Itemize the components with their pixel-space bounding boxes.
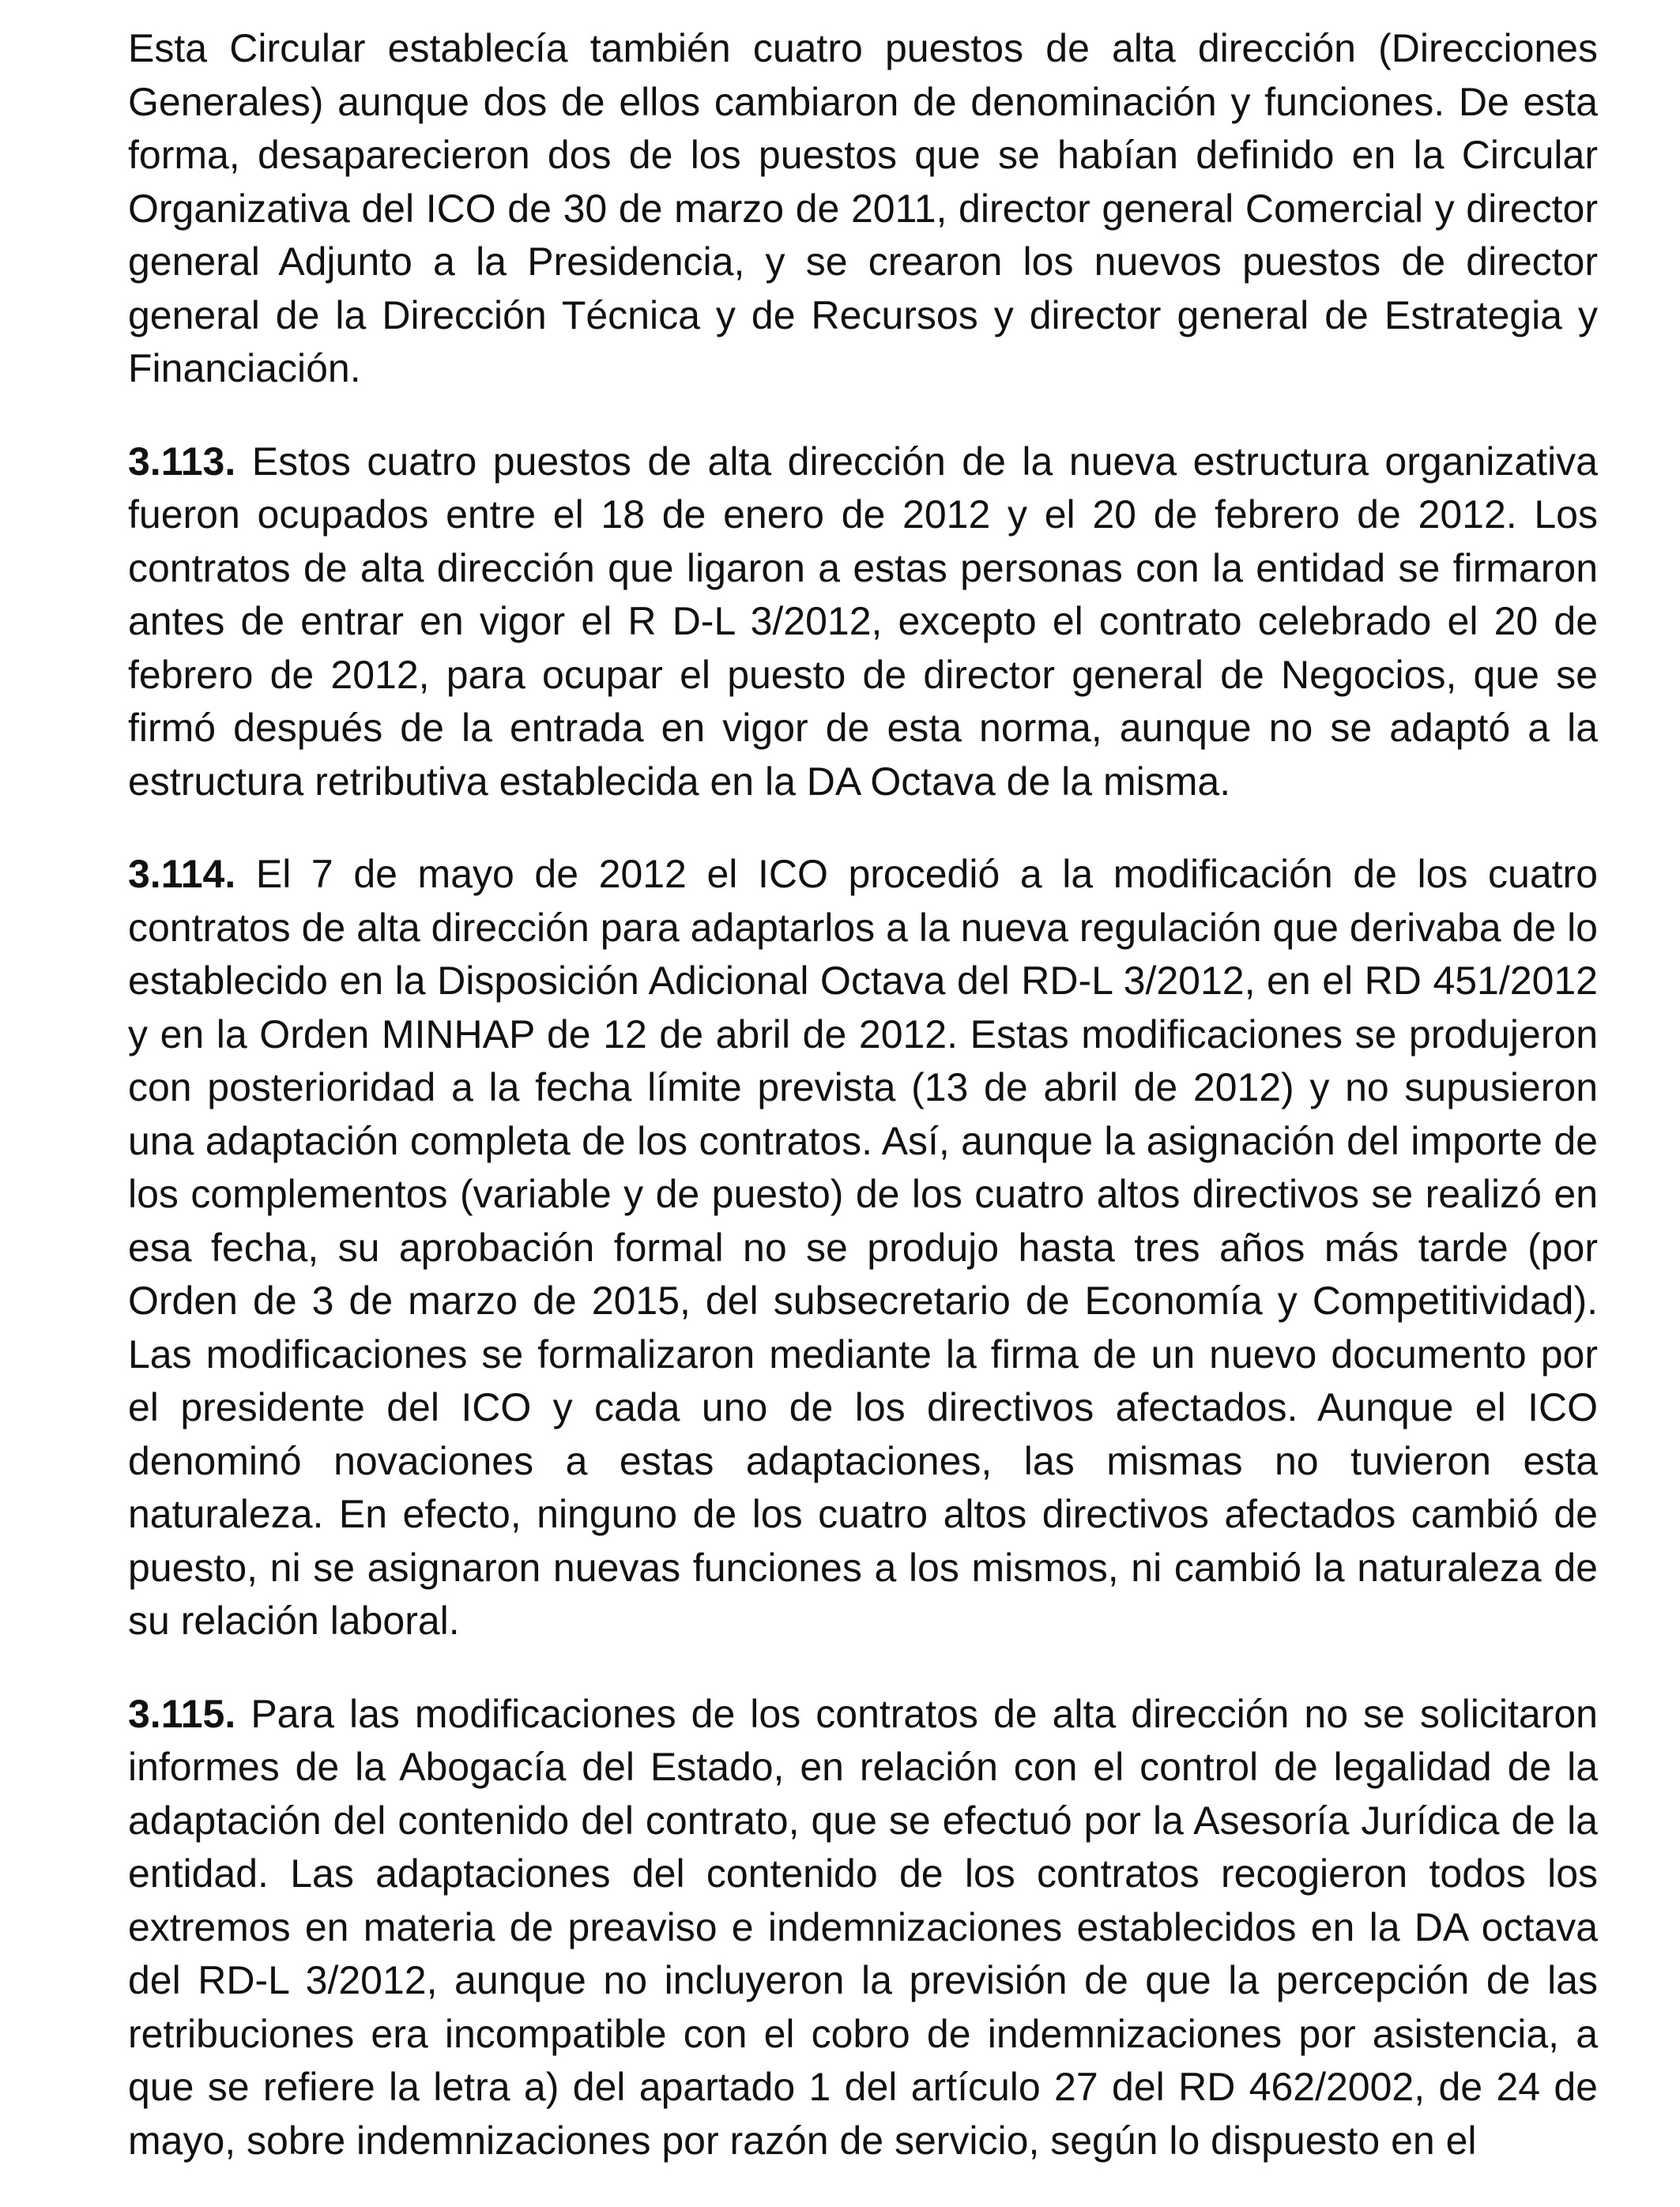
paragraph-text: Para las modificaciones de los contratos de alta dirección no se solicitaron informes de la Abogacía del Estado, en relación con el control de legalidad de la adaptación del contenido del contrato, que se efectuó por la Asesoría Jurídica de la entidad. Las adaptaciones del contenido de los contratos recogieron todos los extremos en materia de preaviso e indemnizaciones establecidos en la DA octava del RD-L 3/2012, aunque no incluyeron la previsión de que la percepción de las retribuciones era incompatible con el cobro de indemnizaciones por asistencia, a que se refiere la letra a) del apartado 1 del artículo 27 del RD 462/2002, de 24 de mayo, sobre indemnizaciones por razón de servicio, según lo dispuesto en el	[128, 1691, 1598, 2163]
paragraph-3-113	[128, 435, 1598, 809]
paragraph-3-114	[128, 848, 1598, 1648]
paragraph-text: Esta Circular establecía también cuatro puestos de alta dirección (Direcciones Generales) aunque dos de ellos cambiaron de denominación y funciones. De esta forma, desaparecieron dos de los puestos que se habían definido en la Circular Organizativa del ICO de 30 de marzo de 2011, director general Comercial y director general Adjunto a la Presidencia, y se crearon los nuevos puestos de director general de la Dirección Técnica y de Recursos y director general de Estrategia y Financiación.	[128, 26, 1598, 390]
paragraph-number: 3.115.	[128, 1691, 236, 1736]
paragraph-number: 3.114.	[128, 852, 236, 896]
document-page	[128, 22, 1598, 2207]
paragraph-3-115	[128, 1688, 1598, 2168]
paragraph-intro	[128, 22, 1598, 396]
paragraph-text: El 7 de mayo de 2012 el ICO procedió a la modificación de los cuatro contratos de alta dirección para adaptarlos a la nueva regulación que derivaba de lo establecido en la Disposición Adicional Octava del RD-L 3/2012, en el RD 451/2012 y en la Orden MINHAP de 12 de abril de 2012. Estas modificaciones se produjeron con posterioridad a la fecha límite prevista (13 de abril de 2012) y no supusieron una adaptación completa de los contratos. Así, aunque la asignación del importe de los complementos (variable y de puesto) de los cuatro altos directivos se realizó en esa fecha, su aprobación formal no se produjo hasta tres años más tarde (por Orden de 3 de marzo de 2015, del subsecretario de Economía y Competitividad). Las modificaciones se formalizaron mediante la firma de un nuevo documento por el presidente del ICO y cada uno de los directivos afectados. Aunque el ICO denominó novaciones a estas adaptaciones, las mismas no tuvieron esta naturaleza. En efecto, ninguno de los cuatro altos directivos afectados cambió de puesto, ni se asignaron nuevas funciones a los mismos, ni cambió la naturaleza de su relación laboral.	[128, 852, 1598, 1643]
paragraph-text: Estos cuatro puestos de alta dirección de la nueva estructura organizativa fueron ocupados entre el 18 de enero de 2012 y el 20 de febrero de 2012. Los contratos de alta dirección que ligaron a estas personas con la entidad se firmaron antes de entrar en vigor el R D-L 3/2012, excepto el contrato celebrado el 20 de febrero de 2012, para ocupar el puesto de director general de Negocios, que se firmó después de la entrada en vigor de esta norma, aunque no se adaptó a la estructura retributiva establecida en la DA Octava de la misma.	[128, 439, 1598, 804]
paragraph-number: 3.113.	[128, 439, 236, 484]
